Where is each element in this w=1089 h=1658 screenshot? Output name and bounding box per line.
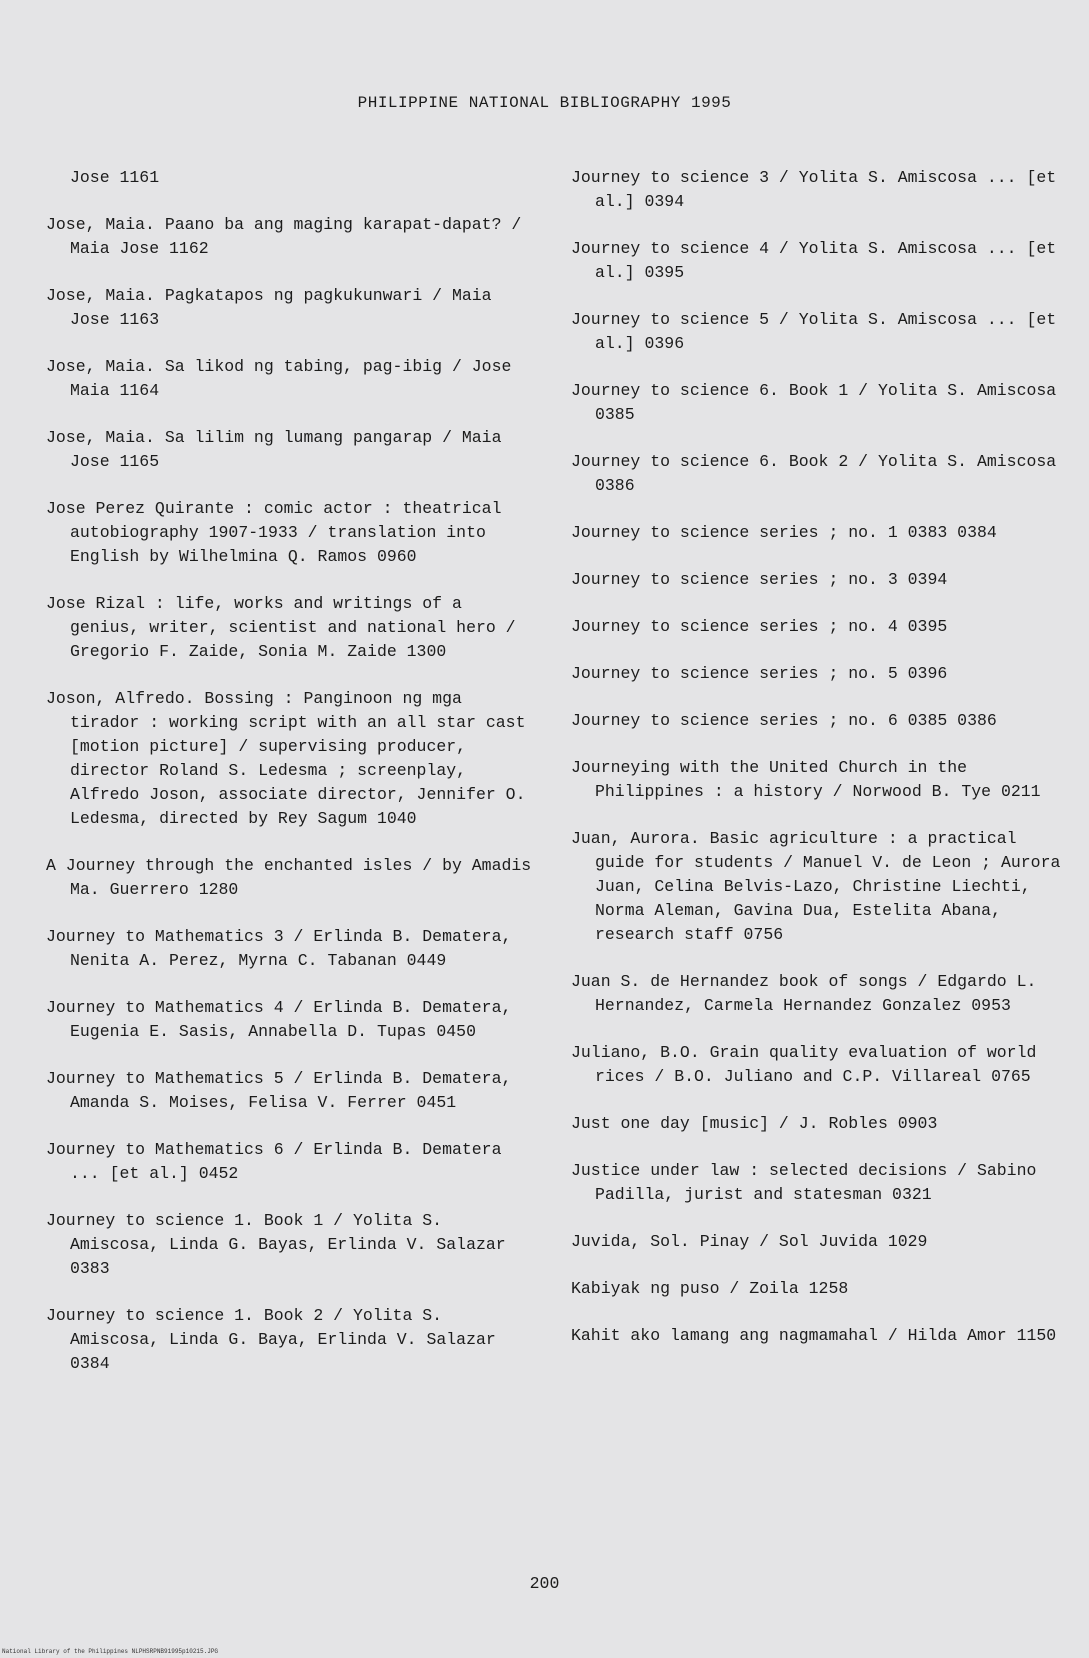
index-entry: Journey to science series ; no. 4 0395 [571, 617, 948, 636]
index-entry: Journey to science series ; no. 6 0385 0386 [571, 711, 997, 730]
index-entry: Jose, Maia. Paano ba ang maging karapat-dapat? / Maia Jose 1162 [46, 215, 522, 258]
index-entry: Journey to science 1. Book 1 / Yolita S. Amiscosa, Linda G. Bayas, Erlinda V. Salazar 0383 [46, 1211, 506, 1278]
index-entry: A Journey through the enchanted isles / by Amadis Ma. Guerrero 1280 [46, 856, 532, 899]
index-entry: Journey to science series ; no. 1 0383 0384 [571, 523, 997, 542]
index-entry: Journey to science 5 / Yolita S. Amiscosa ... [et al.] 0396 [571, 310, 1057, 353]
index-entry: Juliano, B.O. Grain quality evaluation of world rices / B.O. Juliano and C.P. Villareal 0765 [571, 1043, 1037, 1086]
right-column [571, 166, 1071, 1371]
index-entry: Jose Perez Quirante : comic actor : theatrical autobiography 1907-1933 / translation into English by Wilhelmina Q. Ramos 0960 [46, 499, 502, 566]
index-entry: Journey to science 6. Book 2 / Yolita S. Amiscosa 0386 [571, 452, 1057, 495]
index-entry: Joson, Alfredo. Bossing : Panginoon ng mga tirador : working script with an all star cast [motion picture] / supervising producer, director Roland S. Ledesma ; screenplay, Alfredo Joson, associate director, Jennifer O. Ledesma, directed by Rey Sagum 1040 [46, 689, 526, 828]
left-column [46, 166, 536, 1399]
index-entry: Journey to science 6. Book 1 / Yolita S. Amiscosa 0385 [571, 381, 1057, 424]
index-entry: Journeying with the United Church in the Philippines : a history / Norwood B. Tye 0211 [571, 758, 1041, 801]
footer-credit: National Library of the Philippines NLPHSRPNB91995p10215.JPG [2, 1648, 219, 1655]
index-entry: Journey to Mathematics 6 / Erlinda B. Dematera ... [et al.] 0452 [46, 1140, 502, 1183]
index-entry: Jose, Maia. Pagkatapos ng pagkukunwari / Maia Jose 1163 [46, 286, 492, 329]
index-entry: Jose, Maia. Sa likod ng tabing, pag-ibig / Jose Maia 1164 [46, 357, 512, 400]
index-entry: Juvida, Sol. Pinay / Sol Juvida 1029 [571, 1232, 928, 1251]
page-number: 200 [529, 1574, 560, 1593]
index-entry: Jose Rizal : life, works and writings of a genius, writer, scientist and national hero / Gregorio F. Zaide, Sonia M. Zaide 1300 [46, 594, 516, 661]
index-entry: Juan S. de Hernandez book of songs / Edgardo L. Hernandez, Carmela Hernandez Gonzalez 0953 [571, 972, 1037, 1015]
index-entry: Journey to Mathematics 5 / Erlinda B. Dematera, Amanda S. Moises, Felisa V. Ferrer 0451 [46, 1069, 512, 1112]
index-entry: Juan, Aurora. Basic agriculture : a practical guide for students / Manuel V. de Leon ; Aurora Juan, Celina Belvis-Lazo, Christine Liechti, Norma Aleman, Gavina Dua, Estelita Abana, research staff 0756 [571, 829, 1061, 944]
index-entry: Jose 1161 [70, 168, 160, 187]
index-entry: Jose, Maia. Sa lilim ng lumang pangarap / Maia Jose 1165 [46, 428, 502, 471]
index-entry: Journey to science series ; no. 5 0396 [571, 664, 948, 683]
index-entry: Journey to science 3 / Yolita S. Amiscosa ... [et al.] 0394 [571, 168, 1057, 211]
index-entry: Journey to Mathematics 4 / Erlinda B. Dematera, Eugenia E. Sasis, Annabella D. Tupas 0450 [46, 998, 512, 1041]
index-entry: Journey to science series ; no. 3 0394 [571, 570, 948, 589]
index-entry: Journey to Mathematics 3 / Erlinda B. Dematera, Nenita A. Perez, Myrna C. Tabanan 0449 [46, 927, 512, 970]
index-entry: Kabiyak ng puso / Zoila 1258 [571, 1279, 849, 1298]
page-title: PHILIPPINE NATIONAL BIBLIOGRAPHY 1995 [357, 94, 732, 112]
index-entry: Justice under law : selected decisions / Sabino Padilla, jurist and statesman 0321 [571, 1161, 1037, 1204]
index-entry: Journey to science 4 / Yolita S. Amiscosa ... [et al.] 0395 [571, 239, 1057, 282]
index-entry: Kahit ako lamang ang nagmamahal / Hilda Amor 1150 [571, 1326, 1057, 1345]
index-entry: Just one day [music] / J. Robles 0903 [571, 1114, 938, 1133]
index-entry: Journey to science 1. Book 2 / Yolita S. Amiscosa, Linda G. Baya, Erlinda V. Salazar 0384 [46, 1306, 496, 1373]
